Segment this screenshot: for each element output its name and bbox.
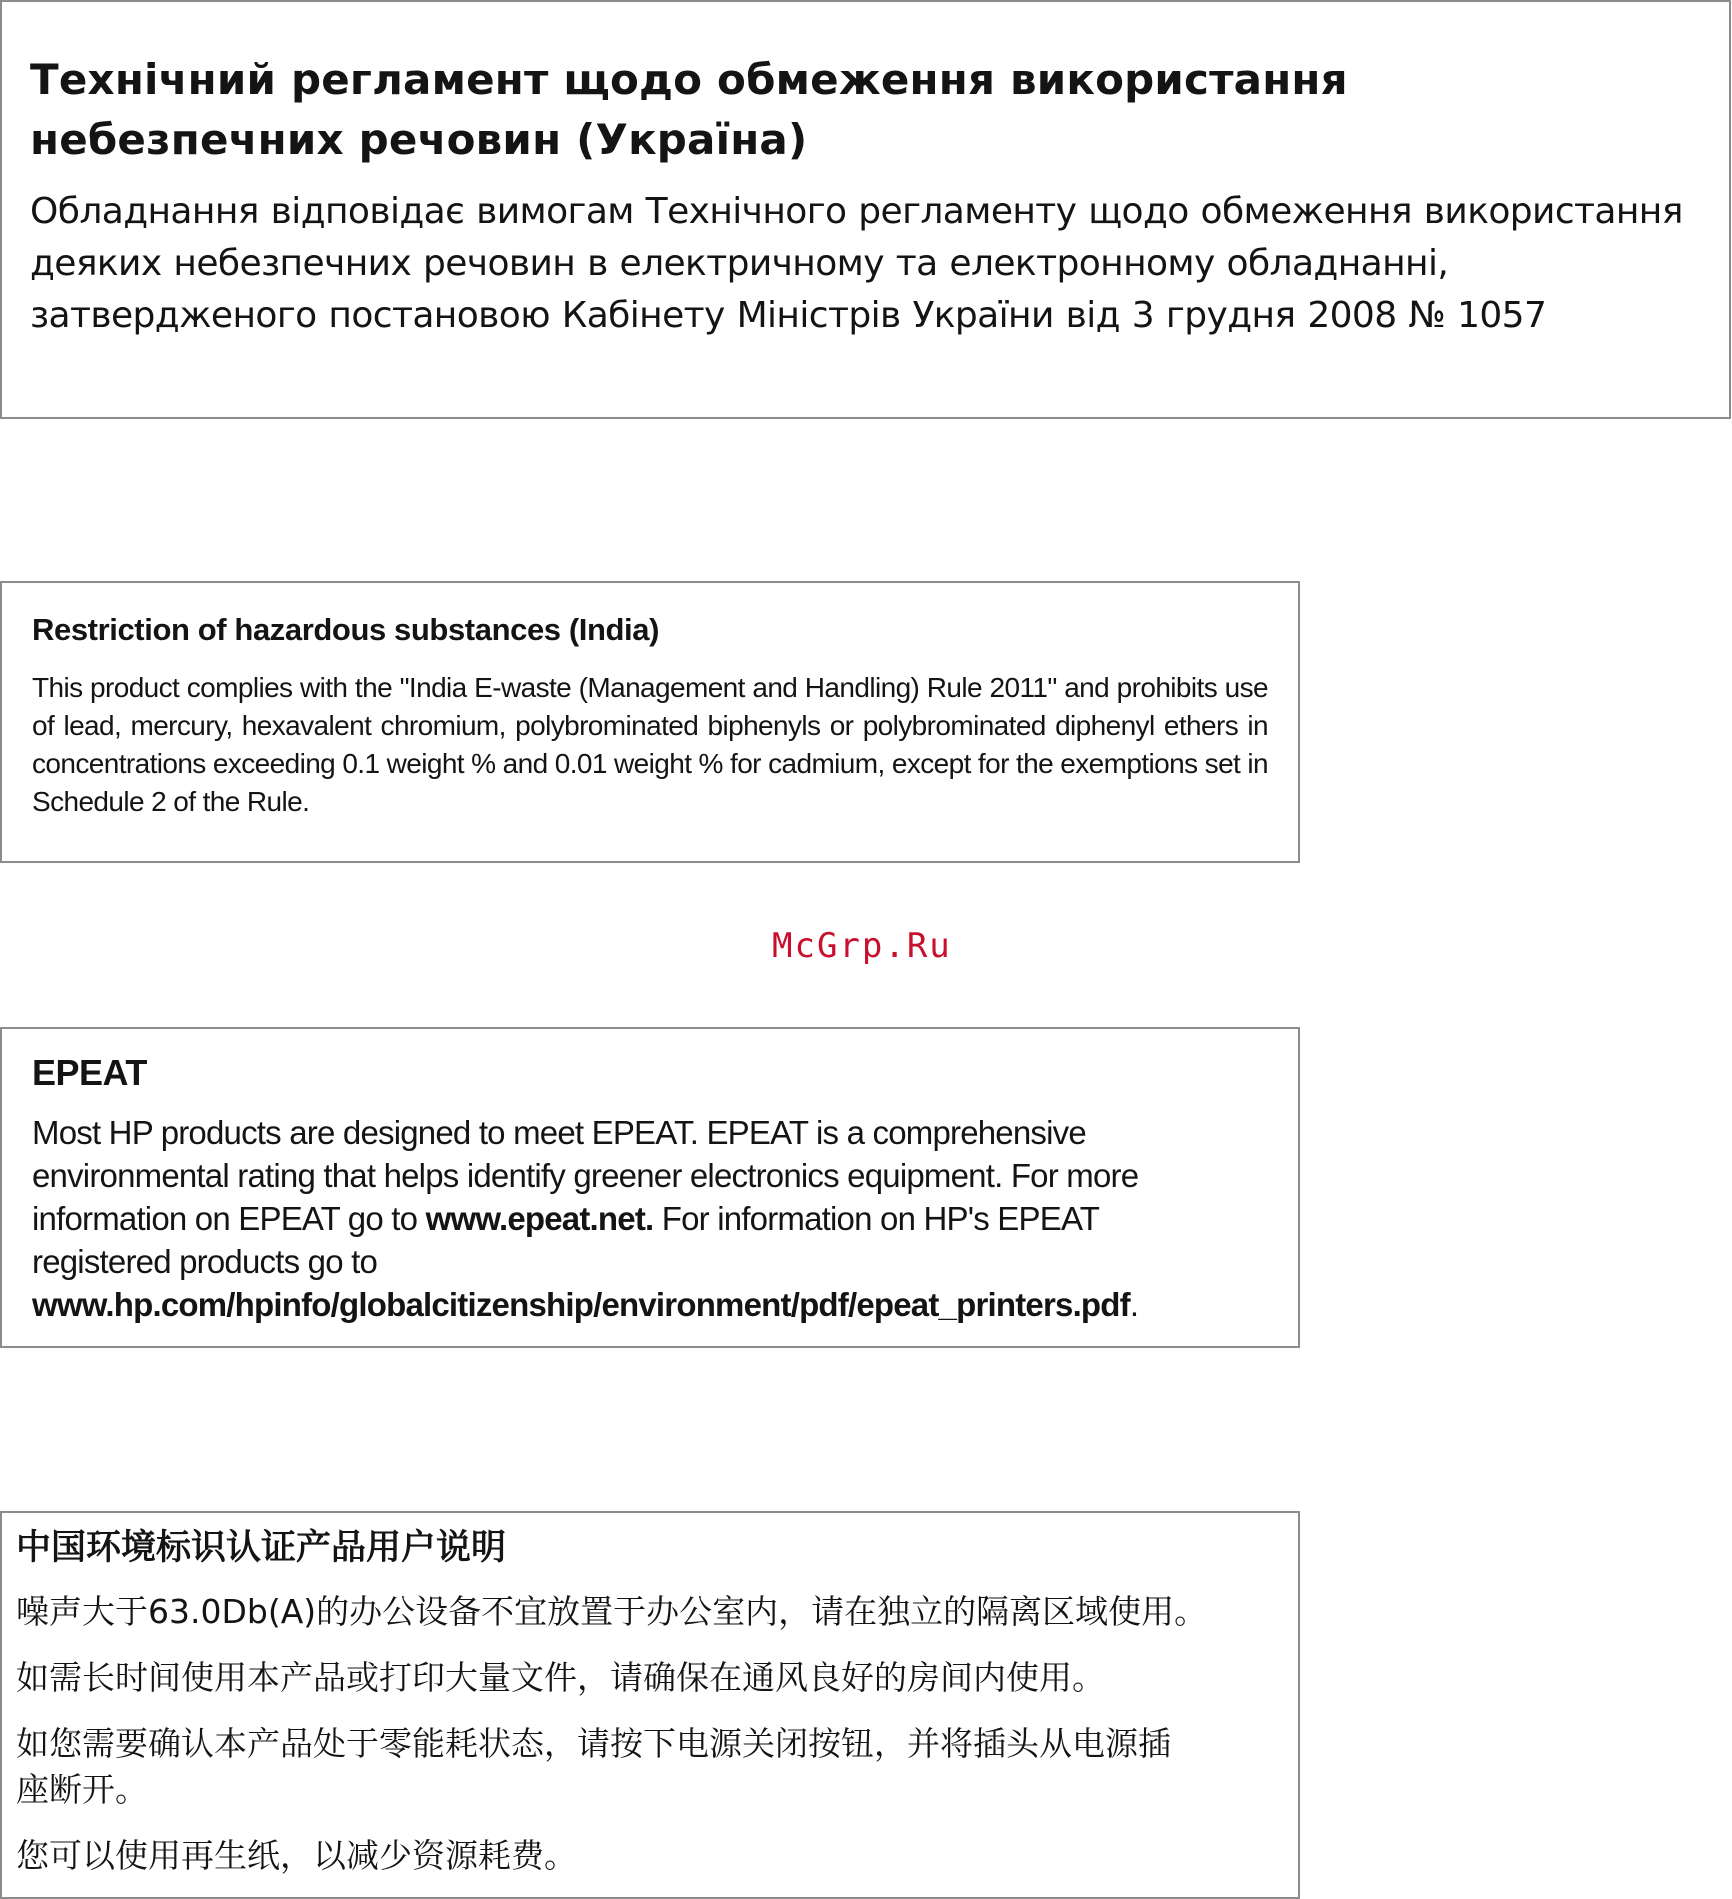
epeat-section xyxy=(0,1027,1300,1348)
ukraine-section-body xyxy=(30,186,1701,342)
ukraine-title-line-1: Технічний регламент щодо обмеження використання xyxy=(30,55,1348,104)
epeat-body-line-4: registered products go to xyxy=(32,1243,378,1280)
epeat-body-line-3-end: For information on HP's EPEAT xyxy=(653,1200,1100,1237)
china-zero-power-line-2: 座断开。 xyxy=(16,1770,148,1809)
ukraine-body-line-3: затвердженого постановою Кабінету Міністрів України від 3 грудня 2008 № 1057 xyxy=(30,295,1547,336)
watermark-text: McGrp.Ru xyxy=(772,926,952,966)
epeat-body-line-2: environmental rating that helps identify greener electronics equipment. For more xyxy=(32,1157,1139,1194)
hp-epeat-pdf-link[interactable]: www.hp.com/hpinfo/globalcitizenship/environment/pdf/epeat_printers.pdf xyxy=(32,1286,1130,1323)
india-section-body: This product complies with the "India E-waste (Management and Handling) Rule 2011" and prohibits use of lead, mercury, hexavalent chromium, polybrominated biphenyls or polybrominated diphenyl ethers in concentrations exceeding 0.1 weight % and 0.01 weight % for cadmium, except for the exemptions set in Schedule 2 of the Rule. xyxy=(32,672,1268,817)
epeat-body-line-1: Most HP products are designed to meet EPEAT. EPEAT is a comprehensive xyxy=(32,1114,1086,1151)
epeat-link-period: . xyxy=(1129,1286,1139,1323)
ukraine-section-title xyxy=(30,50,1701,170)
epeat-section-body xyxy=(32,1111,1268,1326)
india-rohs-section xyxy=(0,581,1300,863)
ukraine-body-line-2: деяких небезпечних речовин в електричному та електронному обладнанні, xyxy=(30,243,1449,284)
ukraine-rohs-section xyxy=(0,0,1731,419)
china-ventilation-note: 如需长时间使用本产品或打印大量文件，请确保在通风良好的房间内使用。 xyxy=(16,1658,1105,1697)
china-noise-note: 噪声大于63.0Db(A)的办公设备不宜放置于办公室内，请在独立的隔离区域使用。 xyxy=(16,1592,1208,1631)
epeat-body-line-3-start: information on EPEAT go to xyxy=(32,1200,426,1237)
epeat-website-link[interactable]: www.epeat.net. xyxy=(425,1200,654,1237)
india-section-title: Restriction of hazardous substances (India) xyxy=(32,612,660,647)
china-zero-power-note xyxy=(16,1721,1282,1813)
ukraine-body-line-1: Обладнання відповідає вимогам Технічного регламенту щодо обмеження використання xyxy=(30,191,1683,232)
epeat-section-title: EPEAT xyxy=(32,1052,147,1093)
ukraine-title-line-2: небезпечних речовин (Україна) xyxy=(30,115,808,164)
china-zero-power-line-1: 如您需要确认本产品处于零能耗状态，请按下电源关闭按钮，并将插头从电源插 xyxy=(16,1724,1171,1763)
china-recycled-paper-note: 您可以使用再生纸，以减少资源耗费。 xyxy=(16,1836,577,1875)
china-section-title: 中国环境标识认证产品用户说明 xyxy=(16,1528,507,1568)
china-environmental-label-section xyxy=(0,1511,1300,1899)
